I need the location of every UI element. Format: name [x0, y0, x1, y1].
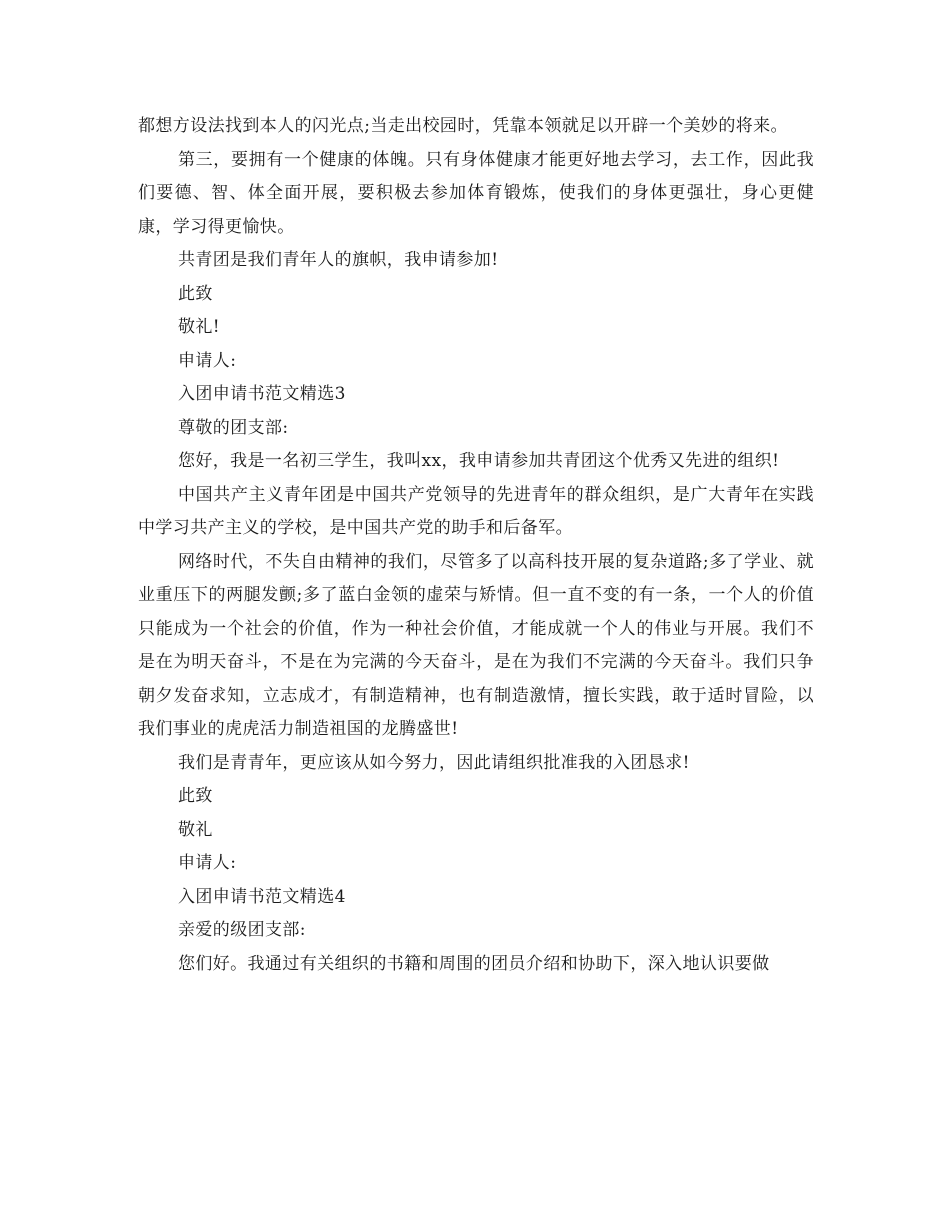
section-heading-4: 入团申请书范文精选4	[178, 886, 346, 907]
paragraph-healthy-body: 第三，要拥有一个健康的体魄。只有身体健康才能更好地去学习，去工作，因此我们要德、智、体全面开展，要积极去参加体育锻炼，使我们的身体更强壮，身心更健康，学习得更愉快。	[138, 149, 814, 237]
applicant-label-2: 申请人:	[178, 853, 237, 873]
paragraph-closing-partial: 您们好。我通过有关组织的书籍和周围的团员介绍和协助下，深入地认识要做	[177, 953, 770, 974]
document-body	[138, 110, 814, 981]
paragraph-bright-future: 都想方设法找到本人的闪光点;当走出校园时，凭靠本领就足以开辟一个美妙的将来。	[138, 116, 788, 136]
greeting-dear-branch: 亲爱的级团支部:	[178, 920, 306, 940]
salutation-cizhi: 此致	[178, 283, 213, 304]
paragraph-request-approval: 我们是青青年，更应该从如今努力，因此请组织批准我的入团恳求!	[178, 752, 690, 773]
applicant-label: 申请人:	[178, 350, 237, 371]
paragraph-youth-flag: 共青团是我们青年人的旗帜，我申请参加!	[178, 250, 499, 270]
paragraph-league-description: 中国共产主义青年团是中国共产党领导的先进青年的群众组织，是广大青年在实践中学习共产主义的学校，是中国共产党的助手和后备军。	[138, 484, 814, 538]
section-heading-3: 入团申请书范文精选3	[178, 384, 346, 404]
salutation-jingli: 敬礼!	[178, 317, 221, 337]
salutation-jingli-2: 敬礼	[178, 819, 213, 840]
paragraph-introduction: 您好，我是一名初三学生，我叫xx，我申请参加共青团这个优秀又先进的组织!	[177, 451, 780, 471]
greeting-respected-branch: 尊敬的团支部:	[178, 417, 289, 438]
paragraph-network-era: 网络时代，不失自由精神的我们，尽管多了以高科技开展的复杂道路;多了学业、就业重压下的两腿发颤;多了蓝白金领的虚荣与矫情。但一直不变的有一条，一个人的价值只能成为一个社会的价值，作为一种社会价值，才能成就一个人的伟业与开展。我们不是在为明天奋斗，不是在为完满的今天奋斗，是在为我们不完满的今天奋斗。我们只争朝夕发奋求知，立志成才，有制造精神，也有制造激情，擅长实践，敢于适时冒险，以我们事业的虎虎活力制造祖国的龙腾盛世!	[138, 551, 814, 739]
salutation-cizhi-2: 此致	[178, 786, 213, 806]
